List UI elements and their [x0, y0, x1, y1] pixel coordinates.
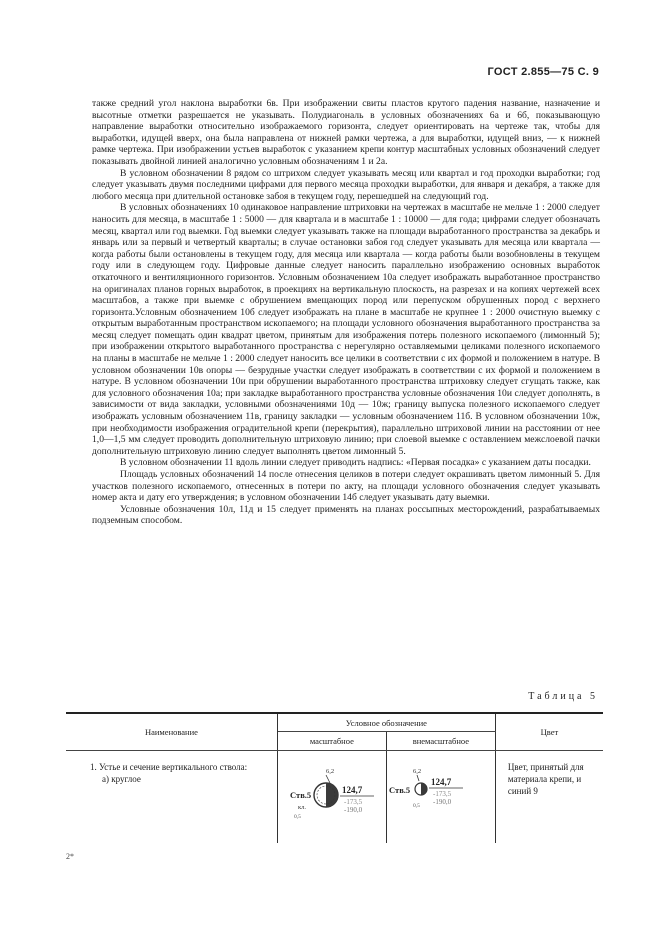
shaft-label: Ств.5	[388, 785, 411, 795]
column-header-name: Наименование	[66, 713, 277, 751]
elevation-top: 124,7	[430, 777, 452, 787]
column-header-scaled: масштабное	[277, 732, 386, 751]
row-subtitle: а) круглое	[102, 774, 141, 784]
top-value: 6,2	[412, 768, 421, 775]
row-title: 1. Устье и сечение вертикального ствола:	[90, 762, 248, 772]
small-value: 0,5	[293, 814, 301, 820]
shaft-sub-label: кл.	[297, 804, 306, 811]
elevation-bottom: -190,0	[343, 806, 362, 814]
paragraph: Условные обозначения 10л, 11д и 15 следует применять на планах россыпных месторождений, разрабатываемых подземным способом.	[92, 503, 600, 527]
unscaled-symbol-cell	[386, 751, 495, 844]
shaft-scaled-symbol	[278, 757, 386, 841]
column-header-color: Цвет	[495, 713, 603, 751]
paragraph: В условном обозначении 8 рядом со штрихом следует указывать месяц или квартал и год проходки выработки; год следует указывать двумя последними цифрами для первого месяца проходки выработки, для января и декабря, а также для любого месяца при длительной остановке забоя в текущем году, перешедшей на следующий год.	[92, 167, 600, 202]
elevation-mid: -173,5	[343, 798, 362, 806]
paragraph: В условных обозначениях 10 одинаковое направление штриховки на чертежах в масштабе не мельче 1 : 2000 следует наносить для месяца, в масштабе 1 : 5000 — для квартала и в масштабе 1 : 10000 — для года; цифрами следует обозначать месяц, квартал или год выемки. Год выемки следует указывать также на площади выработанного пространства за декабрь и январь или за первый и четвертый кварталы; в случае остановки забоя год следует указывать для месяца или квартала — когда работы были остановлены в текущем году, для месяца или квартала — когда работы были возобновлены в текущем году или в следующем году. Цифровые данные следует наносить параллельно изображению основных выработок откаточного и вентиляционного горизонтов. Условным обозначением 10а следует изображать выработанное пространство на оригиналах планов горных выработок, в проекциях на вертикальную плоскость, на разрезах и на копиях чертежей всех масштабов, а также при выемке с обрушением вмещающих пород или перепуском обрушенных пород с верхнего горизонта.Условным обозначением 10б следует изображать на плане в масштабе не крупнее 1 : 2000 очистную выемку с открытым выработанным пространством ископаемого; на площади условного обозначения выработанного пространства за месяц следует помещать один квадрат цветом, принятым для изображения потерь полезного ископаемого (лимонный 5); при изображении открытого выработанного пространства с нерегулярно оставляемыми целиками полезного ископаемого на планы в масштабе не мельче 1 : 2000 следует наносить все целики в соответствии с их формой и положением в натуре. В условном обозначении 10в опоры — безрудные участки следует изображать в соответствии с их формой и положением в натуре. В условном обозначении 10и при обрушении выработанного пространства штриховку следует сгущать также, как для условного обозначения 10а; при закладке выработанного пространства условные обозначения 10и следует дополнять, в зависимости от вида закладки, условными обозначениями 10д — 10ж; границу выпуска полезного ископаемого следует изображать условным обозначением 11в, границу закладки — условным обозначением 11б. В условном обозначении 10ж, при необходимости изображения оградительной крепи (перекрытия), параллельно штриховой линии на расстоянии от нее 1,0—1,5 мм следует проводить дополнительную штриховую линию; при слоевой выемке с оставлением межслоевой пачки дополнительную штриховую линию следует выполнять цветом лимонный 5.	[92, 202, 600, 457]
table-title: Таблица 5	[528, 691, 598, 702]
table-row-name	[66, 751, 277, 844]
shaft-fill-half	[421, 783, 427, 795]
table-5	[66, 712, 603, 843]
paragraph: Площадь условных обозначений 14 после отнесения целиков в потери следует окрашивать цветом лимонный 5. Для участков полезного ископаемого, отнесенных в потери по акту, на площади условного обозначения следует указывать номер акта и дату его утверждения; в условном обозначении 14б следует указывать дату выемки.	[92, 469, 600, 504]
small-value: 0,5	[412, 803, 420, 809]
column-header-unscaled: внемасштабное	[386, 732, 495, 751]
body-text	[92, 98, 600, 527]
paragraph: также средний угол наклона выработки 6в. При изображении свиты пластов крутого падения название, назначение и высотные отметки разрешается не указывать. Полудиагональ в условных обозначениях 6а и 6б, показывающую направление выработки относительно изображаемого горизонта, следует ориентировать на чертеже так, чтобы для выработки, идущей вверх, она была направлена от нижней рамки чертежа, а для выработки, идущей вниз, — к нижней рамке чертежа. При изображении устьев выработок с указанием крепи контур масштабных условных обозначений следует показывать двойной линией аналогично условным обозначениям 1 и 2а.	[92, 98, 600, 167]
top-value: 6,2	[325, 768, 334, 775]
footnote: 2*	[66, 852, 74, 861]
shaft-unscaled-symbol	[387, 757, 495, 841]
scaled-symbol-cell	[277, 751, 386, 844]
row-color-cell: Цвет, принятый для материала крепи, и синий 9	[495, 751, 603, 844]
page-header: ГОСТ 2.855—75 С. 9	[487, 66, 599, 78]
elevation-mid: -173,5	[432, 790, 451, 798]
shaft-fill-half	[326, 783, 338, 807]
elevation-top: 124,7	[341, 785, 363, 795]
elevation-bottom: -190,0	[432, 798, 451, 806]
paragraph: В условном обозначении 11 вдоль линии следует приводить надпись: «Первая посадка» с указанием даты посадки.	[120, 457, 591, 469]
shaft-label: Ств.5	[289, 790, 312, 800]
column-header-symbol: Условное обозначение	[277, 713, 495, 732]
